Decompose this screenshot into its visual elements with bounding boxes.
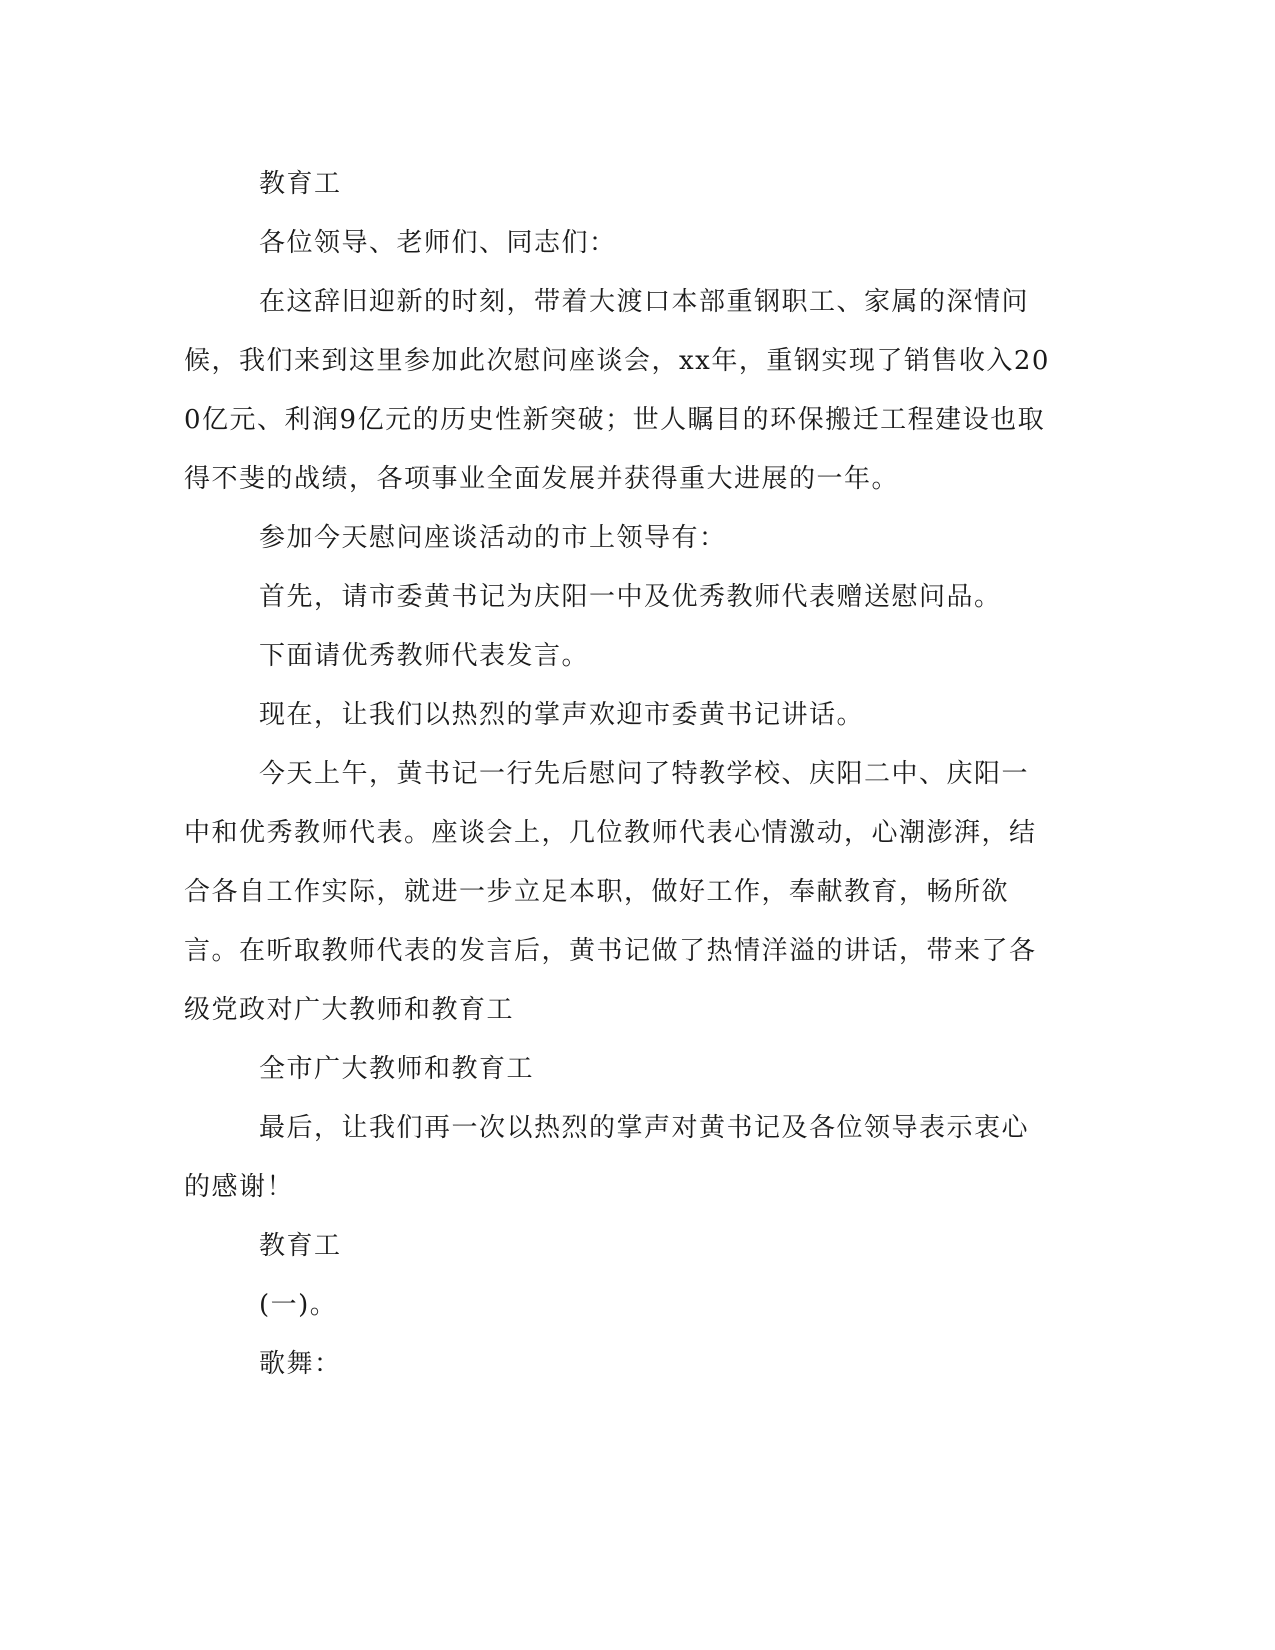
paragraph-teacher-speech: 下面请优秀教师代表发言。 bbox=[259, 641, 590, 671]
paragraph-all-teachers: 全市广大教师和教育工 bbox=[259, 1054, 535, 1084]
paragraph-section-number: (一)。 bbox=[259, 1290, 338, 1320]
paragraph-secretary-speech: 现在，让我们以热烈的掌声欢迎市委黄书记讲话。 bbox=[259, 700, 865, 730]
paragraph-opening: 在这辞旧迎新的时刻，带着大渡口本部重钢职工、家属的深情问候，我们来到这里参加此次慰问座谈会，xx年，重钢实现了销售收入200亿元、利润9亿元的历史性新突破；世人瞩目的环保搬迁工程建设也取得不斐的战绩，各项事业全面发展并获得重大进展的一年。 bbox=[184, 287, 1050, 494]
paragraph-section-title: 教育工 bbox=[259, 1231, 342, 1261]
document-body bbox=[184, 155, 1054, 1394]
paragraph-summary: 今天上午，黄书记一行先后慰问了特教学校、庆阳二中、庆阳一中和优秀教师代表。座谈会上，几位教师代表心情激动，心潮澎湃，结合各自工作实际，就进一步立足本职，做好工作，奉献教育，畅所欲言。在听取教师代表的发言后，黄书记做了热情洋溢的讲话，带来了各级党政对广大教师和教育工 bbox=[184, 759, 1037, 1025]
paragraph-song-dance: 歌舞： bbox=[259, 1349, 342, 1379]
paragraph-title: 教育工 bbox=[259, 169, 342, 199]
paragraph-salutation: 各位领导、老师们、同志们： bbox=[259, 228, 617, 258]
paragraph-gifts: 首先，请市委黄书记为庆阳一中及优秀教师代表赠送慰问品。 bbox=[259, 582, 1002, 612]
paragraph-leaders: 参加今天慰问座谈活动的市上领导有： bbox=[259, 523, 727, 553]
paragraph-closing: 最后，让我们再一次以热烈的掌声对黄书记及各位领导表示衷心的感谢！ bbox=[184, 1113, 1030, 1202]
